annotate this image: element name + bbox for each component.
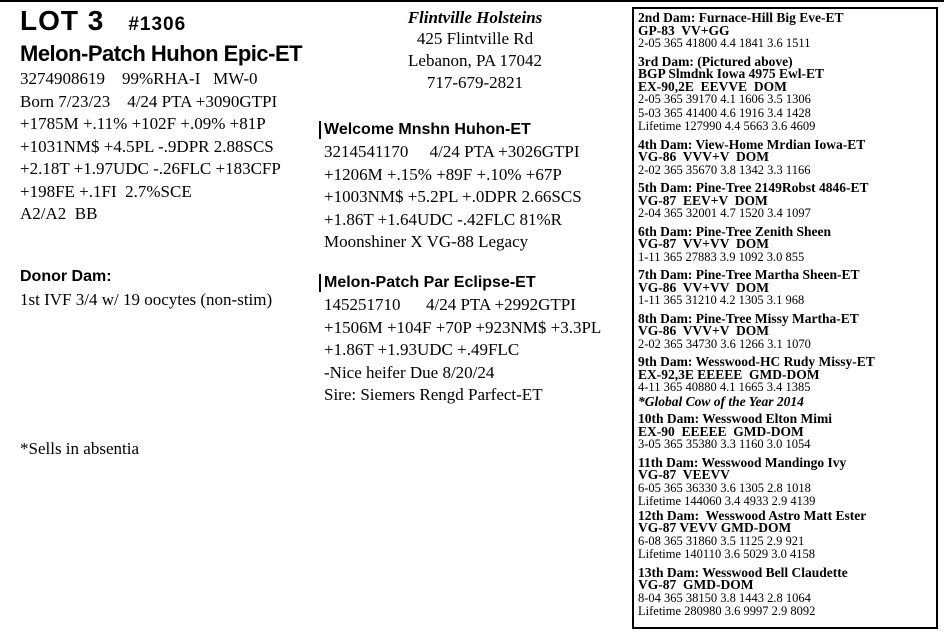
pedigree-record: 2-04 365 32001 4.7 1520 3.4 1097 xyxy=(638,206,811,220)
pedigree-dam-title: 6th Dam: Pine-Tree Zenith Sheen xyxy=(638,223,831,239)
pedigree-dam-title: 7th Dam: Pine-Tree Martha Sheen-ET xyxy=(638,267,860,282)
pedigree-record: 2-02 365 35670 3.8 1342 3.3 1166 xyxy=(638,162,811,177)
pedigree-classification: GP-83 VV+GG xyxy=(638,22,730,38)
lot-number: #1306 xyxy=(128,14,187,35)
pedigree-classification: VG-87 VEEVV xyxy=(638,467,731,482)
pedigree-entry xyxy=(638,181,936,221)
pedigree-entry xyxy=(638,456,936,509)
donor-dam-heading: Donor Dam: xyxy=(20,268,112,285)
lot-header xyxy=(20,6,320,36)
consignor-phone: 717-679-2821 xyxy=(426,73,524,92)
consignor xyxy=(380,8,570,94)
pedigree-record: 8-04 365 38150 3.8 1443 2.8 1064 xyxy=(638,590,811,605)
pedigree-record: 2-02 365 34730 3.6 1266 3.1 1070 xyxy=(638,336,811,351)
pedigree-record: 6-05 365 36330 3.6 1305 2.8 1018 xyxy=(638,480,811,495)
dam-info-line: -Nice heifer Due 8/20/24 xyxy=(324,362,495,382)
pedigree-classification: EX-90,2E EEVVE DOM xyxy=(638,78,787,94)
dam-divider xyxy=(319,274,321,292)
animal-name: Melon-Patch Huhon Epic-ET xyxy=(20,41,303,66)
pedigree-record: 1-11 365 31210 4.2 1305 3.1 968 xyxy=(638,293,805,307)
animal-info-line: +1031NM$ +4.5PL -.9DPR 2.88SCS xyxy=(20,136,274,156)
pedigree-entry xyxy=(638,55,936,134)
pedigree-record: Lifetime 140110 3.6 5029 3.0 4158 xyxy=(638,547,815,561)
pedigree-record: 6-08 365 31860 3.5 1125 2.9 921 xyxy=(638,533,805,548)
sire-name: Welcome Mnshn Huhon-ET xyxy=(324,121,531,138)
pedigree-dam-title: 10th Dam: Wesswood Elton Mimi xyxy=(638,411,833,426)
consignor-name: Flintville Holsteins xyxy=(407,8,543,27)
pedigree-dam-title: 9th Dam: Wesswood-HC Rudy Missy-ET xyxy=(638,354,875,369)
animal-info-line: A2/A2 BB xyxy=(20,204,98,223)
pedigree-classification: EX-90 EEEEE GMD-DOM xyxy=(638,423,804,439)
pedigree-dam-title: 2nd Dam: Furnace-Hill Big Eve-ET xyxy=(638,10,844,25)
lot-info xyxy=(20,6,320,226)
pedigree-box xyxy=(632,7,938,629)
pedigree-note: *Global Cow of the Year 2014 xyxy=(638,393,804,409)
pedigree-record: 5-03 365 41400 4.6 1916 3.4 1428 xyxy=(638,105,811,120)
pedigree-entry xyxy=(638,312,936,352)
sire-info-line: +1003NM$ +5.2PL +.0DPR 2.66SCS xyxy=(324,187,582,206)
pedigree-dam-title: 12th Dam: Wesswood Astro Matt Ester xyxy=(638,507,867,523)
pedigree-dam-title: 8th Dam: Pine-Tree Missy Martha-ET xyxy=(638,310,859,326)
pedigree-entry xyxy=(638,355,936,408)
pedigree-record: Lifetime 127990 4.4 5663 3.6 4609 xyxy=(638,119,816,133)
pedigree-entry xyxy=(638,412,936,452)
pedigree-classification: EX-92,3E EEEEE GMD-DOM xyxy=(638,366,820,382)
pedigree-record: 2-05 365 39170 4.1 1606 3.5 1306 xyxy=(638,92,811,106)
pedigree-dam-title: 3rd Dam: (Pictured above) xyxy=(638,53,793,69)
pedigree-classification: VG-87 GMD-DOM xyxy=(638,577,754,592)
pedigree-record: 4-11 365 40880 4.1 1665 3.4 1385 xyxy=(638,380,811,394)
dam-block xyxy=(319,272,629,407)
pedigree-dam-name: BGP Slmdnk Iowa 4975 Ewl-ET xyxy=(638,66,825,81)
pedigree-dam-title: 5th Dam: Pine-Tree 2149Robst 4846-ET xyxy=(638,180,869,195)
pedigree-entry xyxy=(638,566,936,619)
pedigree-record: 2-05 365 41800 4.4 1841 3.6 1511 xyxy=(638,36,811,50)
pedigree-record: Lifetime 144060 3.4 4933 2.9 4139 xyxy=(638,494,816,508)
sire-info-line: Moonshiner X VG-88 Legacy xyxy=(324,232,529,251)
dam-info-line: +1506M +104F +70P +923NM$ +3.3PL xyxy=(324,317,602,337)
pedigree-record: Lifetime 280980 3.6 9997 2.9 8092 xyxy=(638,604,816,618)
pedigree-classification: VG-86 VV+VV DOM xyxy=(638,279,769,295)
pedigree-record: 1-11 365 27883 3.9 1092 3.0 855 xyxy=(638,249,805,264)
animal-info-line: +1785M +.11% +102F +.09% +81P xyxy=(20,114,266,133)
pedigree-classification: VG-86 VVV+V DOM xyxy=(638,149,769,164)
pedigree-classification: VG-87 VEVV GMD-DOM xyxy=(638,520,792,535)
sire-info-line: +1206M +.15% +89F +.10% +67P xyxy=(324,164,562,184)
sire-block xyxy=(319,119,629,254)
pedigree-record: 3-05 365 35380 3.3 1160 3.0 1054 xyxy=(638,437,811,451)
sire-divider xyxy=(319,121,321,139)
lot-title: LOT 3 xyxy=(20,5,105,36)
animal-info-line: 3274908619 99%RHA-I MW-0 xyxy=(20,69,258,88)
animal-info-line: +2.18T +1.97UDC -.26FLC +183CFP xyxy=(20,159,281,178)
dam-info-line: 145251710 4/24 PTA +2992GTPI xyxy=(324,295,576,314)
top-rule xyxy=(0,0,944,2)
dam-info-line: Sire: Siemers Rengd Parfect-ET xyxy=(324,385,543,404)
pedigree-entry xyxy=(638,225,936,265)
pedigree-classification: VG-86 VVV+V DOM xyxy=(638,323,769,338)
dam-info-line: +1.86T +1.93UDC +.49FLC xyxy=(324,340,520,359)
sire-info-line: 3214541170 4/24 PTA +3026GTPI xyxy=(324,142,580,161)
pedigree-entry xyxy=(638,138,936,178)
pedigree-dam-title: 11th Dam: Wesswood Mandingo Ivy xyxy=(638,454,847,470)
absentia-note: *Sells in absentia xyxy=(20,439,139,458)
sire-info-line: +1.86T +1.64UDC -.42FLC 81%R xyxy=(324,209,562,229)
pedigree-dam-title: 4th Dam: View-Home Mrdian Iowa-ET xyxy=(638,136,866,152)
animal-info-line: +198FE +.1FI 2.7%SCE xyxy=(20,181,192,201)
pedigree-entry xyxy=(638,11,936,51)
pedigree-classification: VG-87 EEV+V DOM xyxy=(638,192,768,208)
pedigree-dam-title: 13th Dam: Wesswood Bell Claudette xyxy=(638,564,848,580)
pedigree-classification: VG-87 VV+VV DOM xyxy=(638,236,769,251)
dam-name: Melon-Patch Par Eclipse-ET xyxy=(324,274,536,291)
consignor-address-line: 425 Flintville Rd xyxy=(416,29,534,48)
consignor-address-line: Lebanon, PA 17042 xyxy=(408,51,542,70)
pedigree-entry xyxy=(638,268,936,308)
animal-info-line: Born 7/23/23 4/24 PTA +3090GTPI xyxy=(20,91,278,111)
donor-dam-text: 1st IVF 3/4 w/ 19 oocytes (non-stim) xyxy=(20,290,273,309)
pedigree-entry xyxy=(638,509,936,562)
